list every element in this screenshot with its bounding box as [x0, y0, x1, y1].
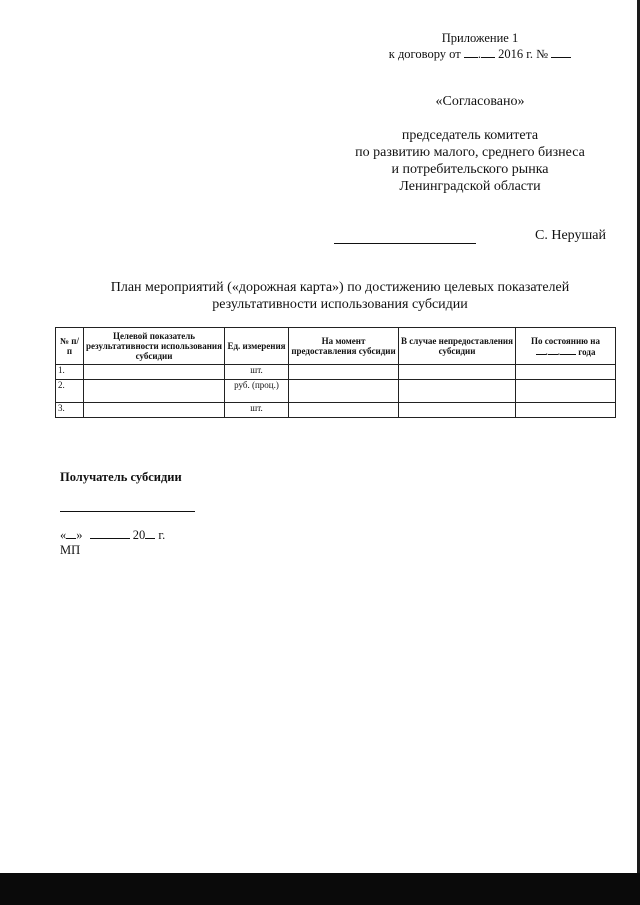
- seal-placeholder: МП: [60, 543, 81, 557]
- table-row: [56, 380, 616, 403]
- table-header-row: [56, 328, 616, 365]
- recipient-label: Получатель субсидии: [60, 470, 182, 484]
- plan-title-line-2: результативности использования субсидии: [212, 297, 468, 312]
- approver-name: С. Нерушай: [535, 228, 606, 243]
- row-indicator: [84, 403, 225, 418]
- contract-day-blank: [464, 46, 478, 58]
- plan-title-line-1: План мероприятий («дорожная карта») по достижению целевых показателей: [110, 280, 570, 295]
- row-as-of: [516, 380, 616, 403]
- approver-signature-line: [334, 243, 476, 244]
- header-indicator: Целевой показатель результативности использования субсидии: [84, 328, 225, 365]
- plan-title: [60, 279, 620, 313]
- approver-line-2: по развитию малого, среднего бизнеса: [355, 145, 585, 160]
- row-unit: шт.: [225, 365, 289, 380]
- row-at-grant: [289, 380, 399, 403]
- date-month-blank: [90, 527, 130, 539]
- scan-bottom-bar: [0, 873, 640, 905]
- approver-position: [340, 127, 600, 195]
- recipient-date: [60, 527, 165, 543]
- approval-stamp: «Согласовано»: [435, 94, 525, 109]
- header-as-of: По состоянию на . . года: [516, 328, 616, 365]
- date-open-quote: «: [60, 528, 67, 542]
- contract-month-blank: [481, 46, 495, 58]
- as-of-month-blank: [548, 346, 558, 355]
- header-at-grant: На момент предоставления субсидии: [289, 328, 399, 365]
- header-unit: Ед. измерения: [225, 328, 289, 365]
- date-close-quote: »: [76, 528, 83, 542]
- row-no-grant: [399, 380, 516, 403]
- date-year-suffix: г.: [158, 528, 166, 542]
- table-row: [56, 365, 616, 380]
- row-number: 1.: [56, 365, 84, 380]
- header-as-of-suffix: года: [578, 346, 596, 357]
- approver-line-3: и потребительского рынка: [391, 162, 549, 177]
- row-indicator: [84, 380, 225, 403]
- row-unit: руб. (проц.): [225, 380, 289, 403]
- header-as-of-label: По состоянию на: [531, 335, 600, 346]
- header-no-grant: В случае непредоставления субсидии: [399, 328, 516, 365]
- row-number: 2.: [56, 380, 84, 403]
- row-no-grant: [399, 365, 516, 380]
- row-as-of: [516, 403, 616, 418]
- header-number: № п/п: [56, 328, 84, 365]
- targets-table: [55, 327, 616, 418]
- contract-year: 2016 г. №: [498, 47, 549, 61]
- row-at-grant: [289, 403, 399, 418]
- row-number: 3.: [56, 403, 84, 418]
- row-no-grant: [399, 403, 516, 418]
- row-unit: шт.: [225, 403, 289, 418]
- row-at-grant: [289, 365, 399, 380]
- contract-prefix: к договору от: [388, 47, 461, 61]
- date-year-prefix: 20: [132, 528, 146, 542]
- date-day-blank: [66, 527, 76, 539]
- table-row: [56, 403, 616, 418]
- row-as-of: [516, 365, 616, 380]
- recipient-signature-line: [60, 511, 195, 512]
- row-indicator: [84, 365, 225, 380]
- as-of-day-blank: [536, 346, 546, 355]
- contract-reference: к договору от . 2016 г. №: [380, 46, 580, 62]
- appendix-header: [380, 30, 580, 62]
- approver-line-1: председатель комитета: [401, 128, 539, 143]
- contract-number-blank: [551, 46, 571, 58]
- approver-line-4: Ленинградской области: [399, 179, 541, 194]
- appendix-title: Приложение 1: [441, 31, 519, 45]
- as-of-year-blank: [560, 346, 576, 355]
- date-year-blank: [145, 527, 155, 539]
